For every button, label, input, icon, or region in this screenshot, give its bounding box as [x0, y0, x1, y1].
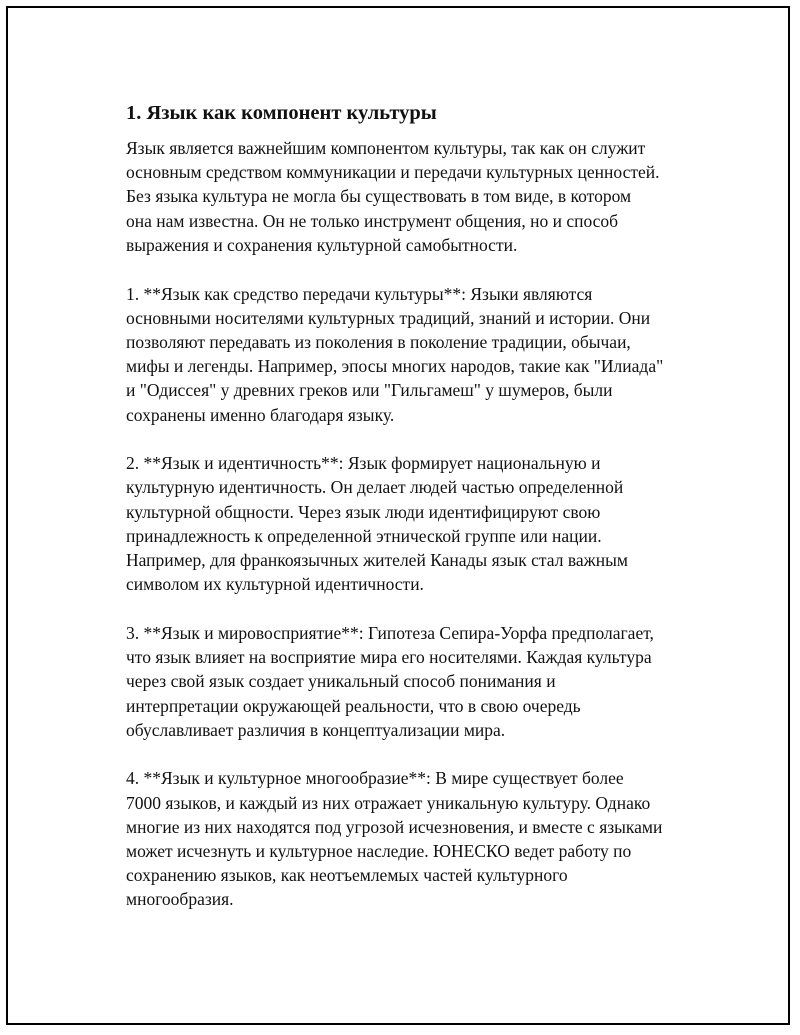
text-line: 2. **Язык и идентичность**: Язык формирует национальную и	[126, 453, 601, 474]
paragraph-intro	[126, 136, 701, 257]
text-line: мифы и легенды. Например, эпосы многих народов, такие как "Илиада"	[126, 356, 664, 377]
text-line: 3. **Язык и мировосприятие**: Гипотеза Сепира-Уорфа предполагает,	[126, 622, 654, 643]
text-line: Без языка культура не могла бы существовать в том виде, в котором	[126, 186, 632, 207]
page-frame	[6, 6, 790, 1025]
text-line: принадлежность к определенной этнической группе или нации.	[126, 525, 602, 546]
text-line: и "Одиссея" у древних греков или "Гильгамеш" у шумеров, были	[126, 380, 613, 401]
paragraph-item-3	[126, 621, 701, 742]
text-line: культурной общности. Через язык люди идентифицируют свою	[126, 501, 601, 522]
text-line: может исчезнуть и культурное наследие. ЮНЕСКО ведет работу по	[126, 841, 632, 862]
text-line: многие из них находятся под угрозой исчезновения, и вместе с языками	[126, 816, 663, 837]
text-line: основными носителями культурных традиций, знаний и истории. Они	[126, 307, 651, 328]
text-line: сохранению языков, как неотъемлемых частей культурного	[126, 865, 568, 886]
section-heading: 1. Язык как компонент культуры	[126, 102, 437, 124]
text-line: многообразия.	[126, 889, 234, 910]
paragraph-item-4	[126, 766, 701, 911]
text-line: 1. **Язык как средство передачи культуры**: Языки являются	[126, 283, 593, 304]
text-line: интерпретации окружающей реальности, что в свою очередь	[126, 695, 581, 716]
text-line: выражения и сохранения культурной самобытности.	[126, 234, 518, 255]
text-line: через свой язык создает уникальный способ понимания и	[126, 671, 556, 692]
text-line: основным средством коммуникации и передачи культурных ценностей.	[126, 162, 660, 183]
text-line: культурную идентичность. Он делает людей частью определенной	[126, 477, 624, 498]
document-content	[126, 100, 701, 936]
text-line: что язык влияет на восприятие мира его носителями. Каждая культура	[126, 647, 652, 668]
text-line: Язык является важнейшим компонентом культуры, так как он служит	[126, 138, 646, 158]
text-line: обуславливает различия в концептуализации мира.	[126, 719, 506, 740]
text-line: 4. **Язык и культурное многообразие**: В мире существует более	[126, 768, 624, 789]
text-line: символом их культурной идентичности.	[126, 574, 424, 595]
paragraph-item-2	[126, 451, 701, 596]
text-line: Например, для франкоязычных жителей Канады язык стал важным	[126, 550, 628, 571]
text-line: сохранены именно благодаря языку.	[126, 404, 395, 425]
text-line: 7000 языков, и каждый из них отражает уникальную культуру. Однако	[126, 792, 651, 813]
paragraph-item-1	[126, 282, 701, 427]
text-line: она нам известна. Он не только инструмент общения, но и способ	[126, 210, 619, 231]
text-line: позволяют передавать из поколения в поколение традиции, обычаи,	[126, 331, 631, 352]
